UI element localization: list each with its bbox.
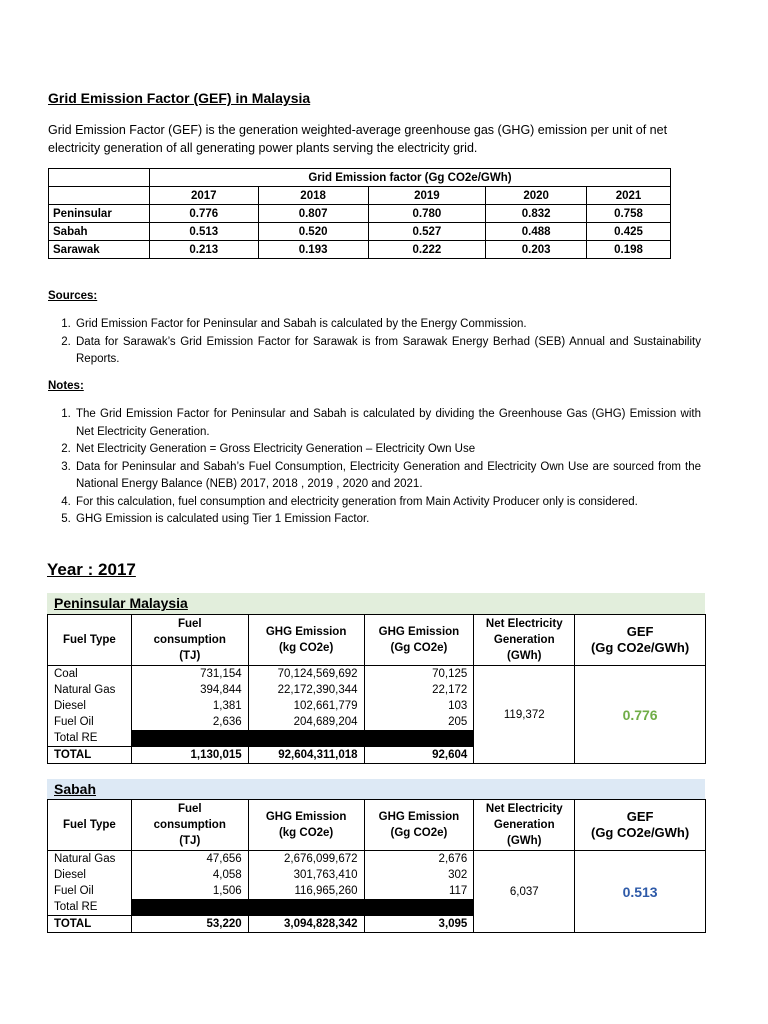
gef-cell: 0.780 — [368, 205, 486, 223]
list-item: 1. The Grid Emission Factor for Peninsular and Sabah is calculated by dividing the Greenhouse Gas (GHG) Emission with Net Electricity Generation. — [74, 406, 701, 441]
gef-cell: 0.520 — [258, 223, 368, 241]
year-header: 2017 — [149, 187, 258, 205]
peninsular-table — [47, 614, 706, 764]
col-header-net-generation: Net Electricity Generation (GWh) — [474, 615, 575, 666]
table-row: Fuel Oil 2,636 204,689,204 205 — [48, 714, 706, 730]
notes-list — [48, 406, 701, 529]
table-row: Fuel Oil 1,506 116,965,260 117 — [48, 883, 706, 899]
col-header-ghg-kg: GHG Emission (kg CO2e) — [248, 615, 364, 666]
list-item: 2. Data for Sarawak’s Grid Emission Factor for Sarawak is from Sarawak Energy Berhad (SEB) Annual and Sustainability Reports. — [74, 334, 701, 369]
year-header: 2020 — [486, 187, 587, 205]
net-generation-value: 6,037 — [474, 851, 575, 933]
gef-cell: 0.513 — [149, 223, 258, 241]
table-row: Total RE — [48, 730, 706, 747]
sabah-table — [47, 799, 706, 933]
table-row: Total RE — [48, 899, 706, 916]
table-row: Diesel 1,381 102,661,779 103 — [48, 698, 706, 714]
region-label: Peninsular — [49, 205, 150, 223]
region-label: Sarawak — [49, 241, 150, 259]
sabah-section-band — [47, 779, 705, 800]
gef-cell: 0.832 — [486, 205, 587, 223]
gef-cell: 0.527 — [368, 223, 486, 241]
year-header: 2021 — [587, 187, 671, 205]
col-header-ghg-gg: GHG Emission (Gg CO2e) — [364, 615, 474, 666]
notes-heading: Notes: — [48, 380, 84, 392]
gef-cell: 0.425 — [587, 223, 671, 241]
list-item: 5. GHG Emission is calculated using Tier 1 Emission Factor. — [74, 511, 701, 529]
table-row — [49, 205, 671, 223]
year-header: 2019 — [368, 187, 486, 205]
col-header-gef: GEF (Gg CO2e/GWh) — [575, 800, 706, 851]
col-header-ghg-gg: GHG Emission (Gg CO2e) — [364, 800, 474, 851]
table-row: TOTAL 1,130,015 92,604,311,018 92,604 — [48, 747, 706, 764]
table-corner — [49, 169, 150, 187]
year-header: 2018 — [258, 187, 368, 205]
table-row: Coal 731,154 70,124,569,692 70,125 119,372 0.776 — [48, 666, 706, 683]
table-row — [49, 187, 671, 205]
table-row — [49, 223, 671, 241]
col-header-fuel-type: Fuel Type — [48, 615, 132, 666]
gef-summary-table — [48, 168, 671, 259]
col-header-net-generation: Net Electricity Generation (GWh) — [474, 800, 575, 851]
table-row — [49, 241, 671, 259]
table-row: Natural Gas 394,844 22,172,390,344 22,172 — [48, 682, 706, 698]
gef-value: 0.776 — [575, 666, 706, 764]
section-title: Peninsular Malaysia — [54, 595, 188, 611]
gef-cell: 0.198 — [587, 241, 671, 259]
gef-cell: 0.758 — [587, 205, 671, 223]
list-item: 3. Data for Peninsular and Sabah’s Fuel Consumption, Electricity Generation and Electricity Own Use are sourced from the National Energy Balance (NEB) 2017, 2018 , 2019 , 2020 and 2021. — [74, 459, 701, 494]
col-header-fuel-type: Fuel Type — [48, 800, 132, 851]
gef-value: 0.513 — [575, 851, 706, 933]
gef-cell: 0.193 — [258, 241, 368, 259]
net-generation-value: 119,372 — [474, 666, 575, 764]
peninsular-section-band — [47, 593, 705, 614]
list-item: 2. Net Electricity Generation = Gross Electricity Generation – Electricity Own Use — [74, 441, 701, 459]
col-header-ghg-kg: GHG Emission (kg CO2e) — [248, 800, 364, 851]
table-row: Diesel 4,058 301,763,410 302 — [48, 867, 706, 883]
sources-list — [48, 316, 701, 369]
year-heading: Year : 2017 — [47, 560, 136, 579]
list-item: 1. Grid Emission Factor for Peninsular and Sabah is calculated by the Energy Commission. — [74, 316, 701, 334]
intro-paragraph: Grid Emission Factor (GEF) is the generation weighted-average greenhouse gas (GHG) emission per unit of net electricity generation of all generating power plants serving the electricity grid. — [48, 123, 668, 155]
page-title: Grid Emission Factor (GEF) in Malaysia — [48, 90, 311, 106]
sources-heading: Sources: — [48, 290, 98, 302]
list-item: 4. For this calculation, fuel consumption and electricity generation from Main Activity Producer only is considered. — [74, 494, 701, 512]
gef-cell: 0.203 — [486, 241, 587, 259]
table-row: Natural Gas 47,656 2,676,099,672 2,676 6,037 0.513 — [48, 851, 706, 868]
col-header-fuel-consumption: Fuel consumption (TJ) — [131, 800, 248, 851]
gef-cell: 0.488 — [486, 223, 587, 241]
gef-cell: 0.776 — [149, 205, 258, 223]
gef-cell: 0.213 — [149, 241, 258, 259]
gef-cell: 0.807 — [258, 205, 368, 223]
gef-table-header: Grid Emission factor (Gg CO2e/GWh) — [149, 169, 670, 187]
gef-cell: 0.222 — [368, 241, 486, 259]
region-label: Sabah — [49, 223, 150, 241]
section-title: Sabah — [54, 781, 97, 797]
table-row: TOTAL 53,220 3,094,828,342 3,095 — [48, 916, 706, 933]
col-header-gef: GEF (Gg CO2e/GWh) — [575, 615, 706, 666]
col-header-fuel-consumption: Fuel consumption (TJ) — [131, 615, 248, 666]
